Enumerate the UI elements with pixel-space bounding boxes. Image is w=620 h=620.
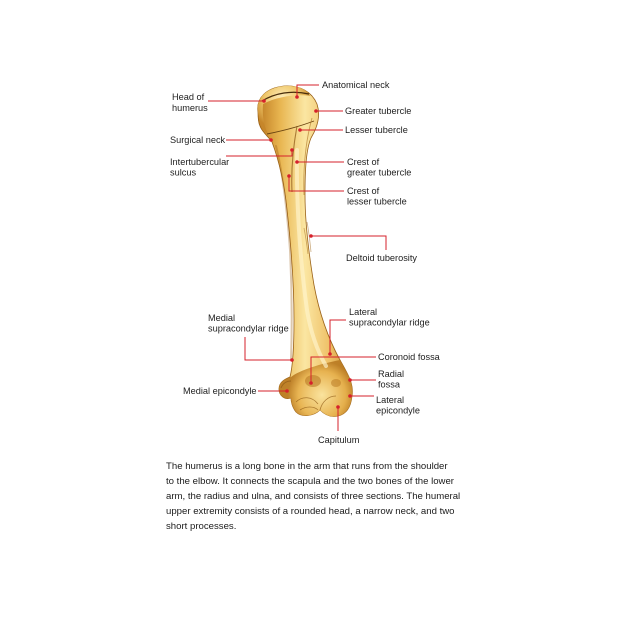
leader-dot bbox=[285, 389, 289, 393]
lateral-supracondylar-ridge-text bbox=[349, 307, 430, 328]
label-lateral-epicondyle bbox=[348, 394, 420, 415]
coronoid-fossa-shade bbox=[305, 375, 321, 387]
label-line: Lateral bbox=[376, 395, 405, 405]
leader-dot bbox=[290, 358, 294, 362]
leader-dot bbox=[295, 160, 299, 164]
label-medial-supracondylar-ridge bbox=[208, 313, 294, 362]
label-lateral-supracondylar-ridge bbox=[328, 307, 430, 356]
leader-line bbox=[245, 337, 292, 360]
surgical-neck-text: Surgical neck bbox=[170, 135, 226, 145]
caption bbox=[166, 461, 460, 532]
label-deltoid-tuberosity bbox=[309, 234, 417, 263]
greater-tubercle-text: Greater tubercle bbox=[345, 106, 412, 116]
leader-dot bbox=[290, 148, 294, 152]
lateral-epicondyle-text bbox=[376, 395, 420, 416]
capitulum-text: Capitulum bbox=[318, 435, 360, 445]
label-line: supracondylar ridge bbox=[349, 317, 430, 328]
label-surgical-neck bbox=[170, 135, 273, 145]
label-line: greater tubercle bbox=[347, 167, 412, 178]
crest-greater-tubercle-text bbox=[347, 157, 411, 178]
leader-dot bbox=[314, 109, 318, 113]
lesser-tubercle-text: Lesser tubercle bbox=[345, 125, 408, 135]
caption-line: upper extremity consists of a rounded head, a narrow neck, and two bbox=[166, 506, 455, 517]
leader-dot bbox=[269, 138, 273, 142]
head-of-humerus-text bbox=[172, 92, 208, 113]
radial-fossa-text bbox=[378, 369, 407, 390]
humerus-bone bbox=[258, 86, 353, 417]
label-radial-fossa bbox=[348, 369, 406, 390]
label-line: Lateral bbox=[349, 307, 378, 317]
label-line: humerus bbox=[172, 103, 208, 113]
label-line: epicondyle bbox=[376, 405, 420, 416]
label-intertubercular-sulcus bbox=[170, 148, 294, 177]
label-crest-of-greater-tubercle bbox=[295, 157, 411, 178]
label-line: sulcus bbox=[170, 167, 197, 178]
leader-line bbox=[311, 236, 386, 250]
label-medial-epicondyle bbox=[183, 386, 289, 396]
label-line: Radial bbox=[378, 369, 405, 379]
deltoid-tuberosity-text: Deltoid tuberosity bbox=[346, 253, 417, 263]
leader-dot bbox=[328, 352, 332, 356]
caption-line: short processes. bbox=[166, 521, 237, 532]
leader-dot bbox=[348, 378, 352, 382]
leader-dot bbox=[348, 394, 352, 398]
label-greater-tubercle bbox=[314, 106, 411, 116]
leader-dot bbox=[336, 405, 340, 409]
label-line: Head of bbox=[172, 92, 205, 102]
label-line: Medial bbox=[208, 313, 236, 323]
leader-dot bbox=[298, 128, 302, 132]
leader-dot bbox=[309, 381, 313, 385]
label-line: fossa bbox=[378, 379, 400, 390]
medial-epicondyle-text: Medial epicondyle bbox=[183, 386, 257, 396]
leader-dot bbox=[262, 99, 266, 103]
caption-line: to the elbow. It connects the scapula and the two bones of the lower bbox=[166, 476, 454, 487]
medial-supracondylar-ridge-text bbox=[208, 313, 289, 334]
crest-lesser-tubercle-text bbox=[347, 186, 407, 207]
label-line: Crest of bbox=[347, 157, 380, 167]
anatomical-neck-text: Anatomical neck bbox=[322, 80, 390, 90]
leader-dot bbox=[309, 234, 313, 238]
label-head-of-humerus bbox=[172, 92, 266, 113]
coronoid-fossa-text: Coronoid fossa bbox=[378, 352, 440, 362]
leader-dot bbox=[295, 95, 299, 99]
label-line: Crest of bbox=[347, 186, 380, 196]
intertubercular-sulcus-text bbox=[170, 157, 232, 178]
leader-dot bbox=[287, 174, 291, 178]
caption-line: arm, the radius and ulna, and consists of three sections. The humeral bbox=[166, 491, 461, 502]
label-line: supracondylar ridge bbox=[208, 323, 289, 334]
label-line: Intertubercular bbox=[170, 157, 230, 167]
radial-fossa-shade bbox=[331, 379, 341, 387]
caption-line: The humerus is a long bone in the arm that runs from the shoulder bbox=[166, 461, 448, 472]
label-line: lesser tubercle bbox=[347, 196, 407, 207]
